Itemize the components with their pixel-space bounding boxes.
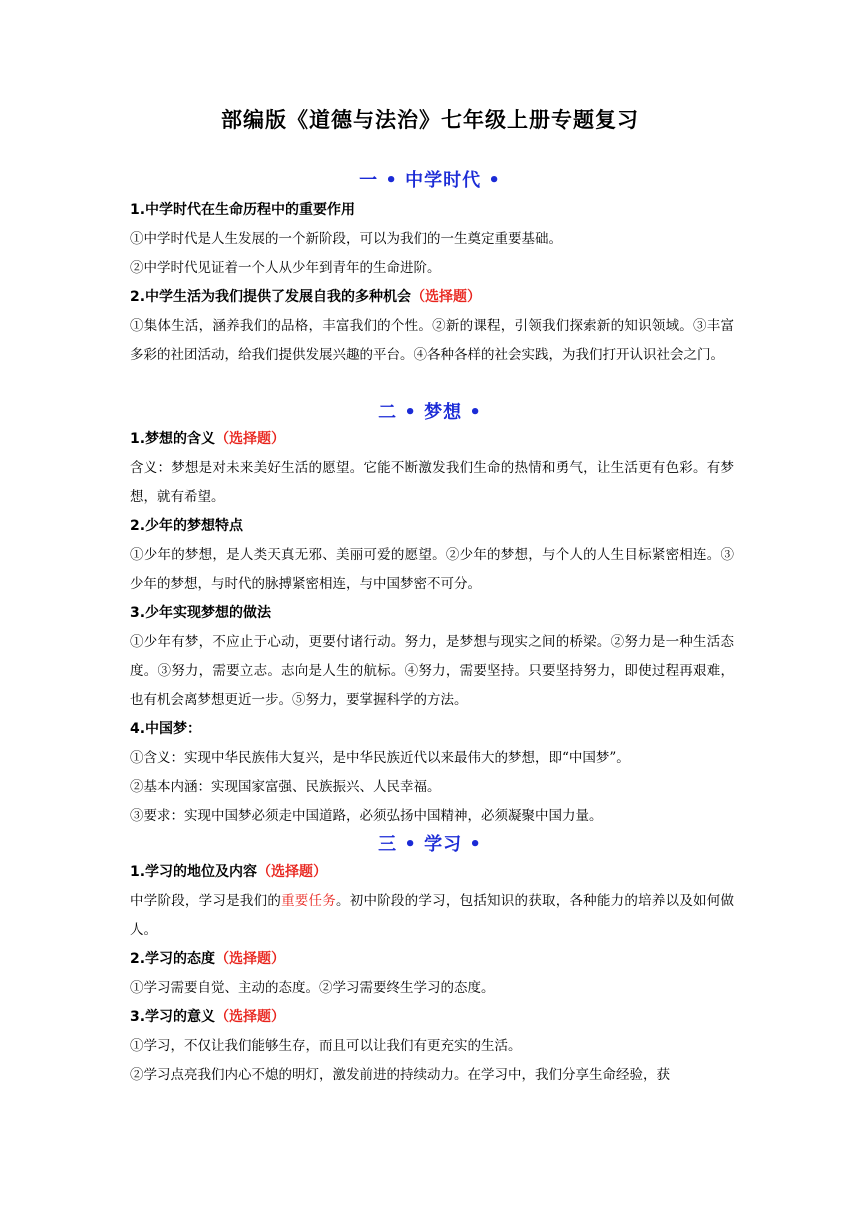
section-title-middle-school: 一 • 中学时代 • <box>359 170 501 191</box>
heading-2-4: 4.中国梦： <box>130 721 202 737</box>
document-title: 部编版《道德与法治》七年级上册专题复习 <box>221 108 639 132</box>
heading-1-2: 2.中学生活为我们提供了发展自我的多种机会（选择题） <box>130 289 482 305</box>
paragraph-1-2: ②中学时代见证着一个人从少年到青年的生命进阶。 <box>130 260 441 276</box>
section-study <box>130 858 734 1090</box>
section-title-study: 三 • 学习 • <box>378 834 482 855</box>
tag-multiple-choice: （选择题） <box>215 431 286 447</box>
heading-3-1: 1.学习的地位及内容（选择题） <box>130 864 328 880</box>
paragraph-3-3: ①学习，不仅让我们能够生存，而且可以让我们有更充实的生活。 <box>130 1038 522 1054</box>
paragraph-2-5: ②基本内涵：实现国家富强、民族振兴、人民幸福。 <box>130 779 441 795</box>
paragraph-1-3: ①集体生活，涵养我们的品格，丰富我们的个性。②新的课程，引领我们探索新的知识领域。③丰富多彩的社团活动，给我们提供发展兴趣的平台。④各种各样的社会实践，为我们打开认识社会之门。 <box>130 318 734 363</box>
paragraph-2-4: ①含义：实现中华民族伟大复兴，是中华民族近代以来最伟大的梦想，即“中国梦”。 <box>130 750 630 766</box>
highlight-important-task: 重要任务 <box>281 893 336 909</box>
paragraph-3-4: ②学习点亮我们内心不熄的明灯，激发前进的持续动力。在学习中，我们分享生命经验，获 <box>130 1067 670 1083</box>
tag-multiple-choice: （选择题） <box>411 289 482 305</box>
tag-multiple-choice: （选择题） <box>215 1009 286 1025</box>
heading-2-3: 3.少年实现梦想的做法 <box>130 605 272 621</box>
paragraph-2-3: ①少年有梦，不应止于心动，更要付诸行动。努力，是梦想与现实之间的桥梁。②努力是一种生活态度。③努力，需要立志。志向是人生的航标。④努力，需要坚持。只要坚持努力，即使过程再艰难，也有机会离梦想更近一步。⑤努力，要掌握科学的方法。 <box>130 634 734 708</box>
tag-multiple-choice: （选择题） <box>257 864 328 880</box>
paragraph-2-1: 含义：梦想是对未来美好生活的愿望。它能不断激发我们生命的热情和勇气，让生活更有色彩。有梦想，就有希望。 <box>130 460 734 505</box>
heading-2-2: 2.少年的梦想特点 <box>130 518 244 534</box>
section-dream <box>130 425 734 831</box>
paragraph-3-2: ①学习需要自觉、主动的态度。②学习需要终生学习的态度。 <box>130 980 495 996</box>
tag-multiple-choice: （选择题） <box>215 951 286 967</box>
heading-2-1: 1.梦想的含义（选择题） <box>130 431 286 447</box>
heading-1-1: 1.中学时代在生命历程中的重要作用 <box>130 202 356 218</box>
section-middle-school <box>130 196 734 370</box>
paragraph-2-6: ③要求：实现中国梦必须走中国道路，必须弘扬中国精神，必须凝聚中国力量。 <box>130 808 603 824</box>
section-title-dream: 二 • 梦想 • <box>378 402 482 423</box>
heading-3-2: 2.学习的态度（选择题） <box>130 951 286 967</box>
paragraph-3-1: 中学阶段，学习是我们的重要任务。初中阶段的学习，包括知识的获取，各种能力的培养以及如何做人。 <box>130 893 735 938</box>
heading-3-3: 3.学习的意义（选择题） <box>130 1009 286 1025</box>
paragraph-1-1: ①中学时代是人生发展的一个新阶段，可以为我们的一生奠定重要基础。 <box>130 231 562 247</box>
paragraph-2-2: ①少年的梦想，是人类天真无邪、美丽可爱的愿望。②少年的梦想，与个人的人生目标紧密相连。③少年的梦想，与时代的脉搏紧密相连，与中国梦密不可分。 <box>130 547 734 592</box>
